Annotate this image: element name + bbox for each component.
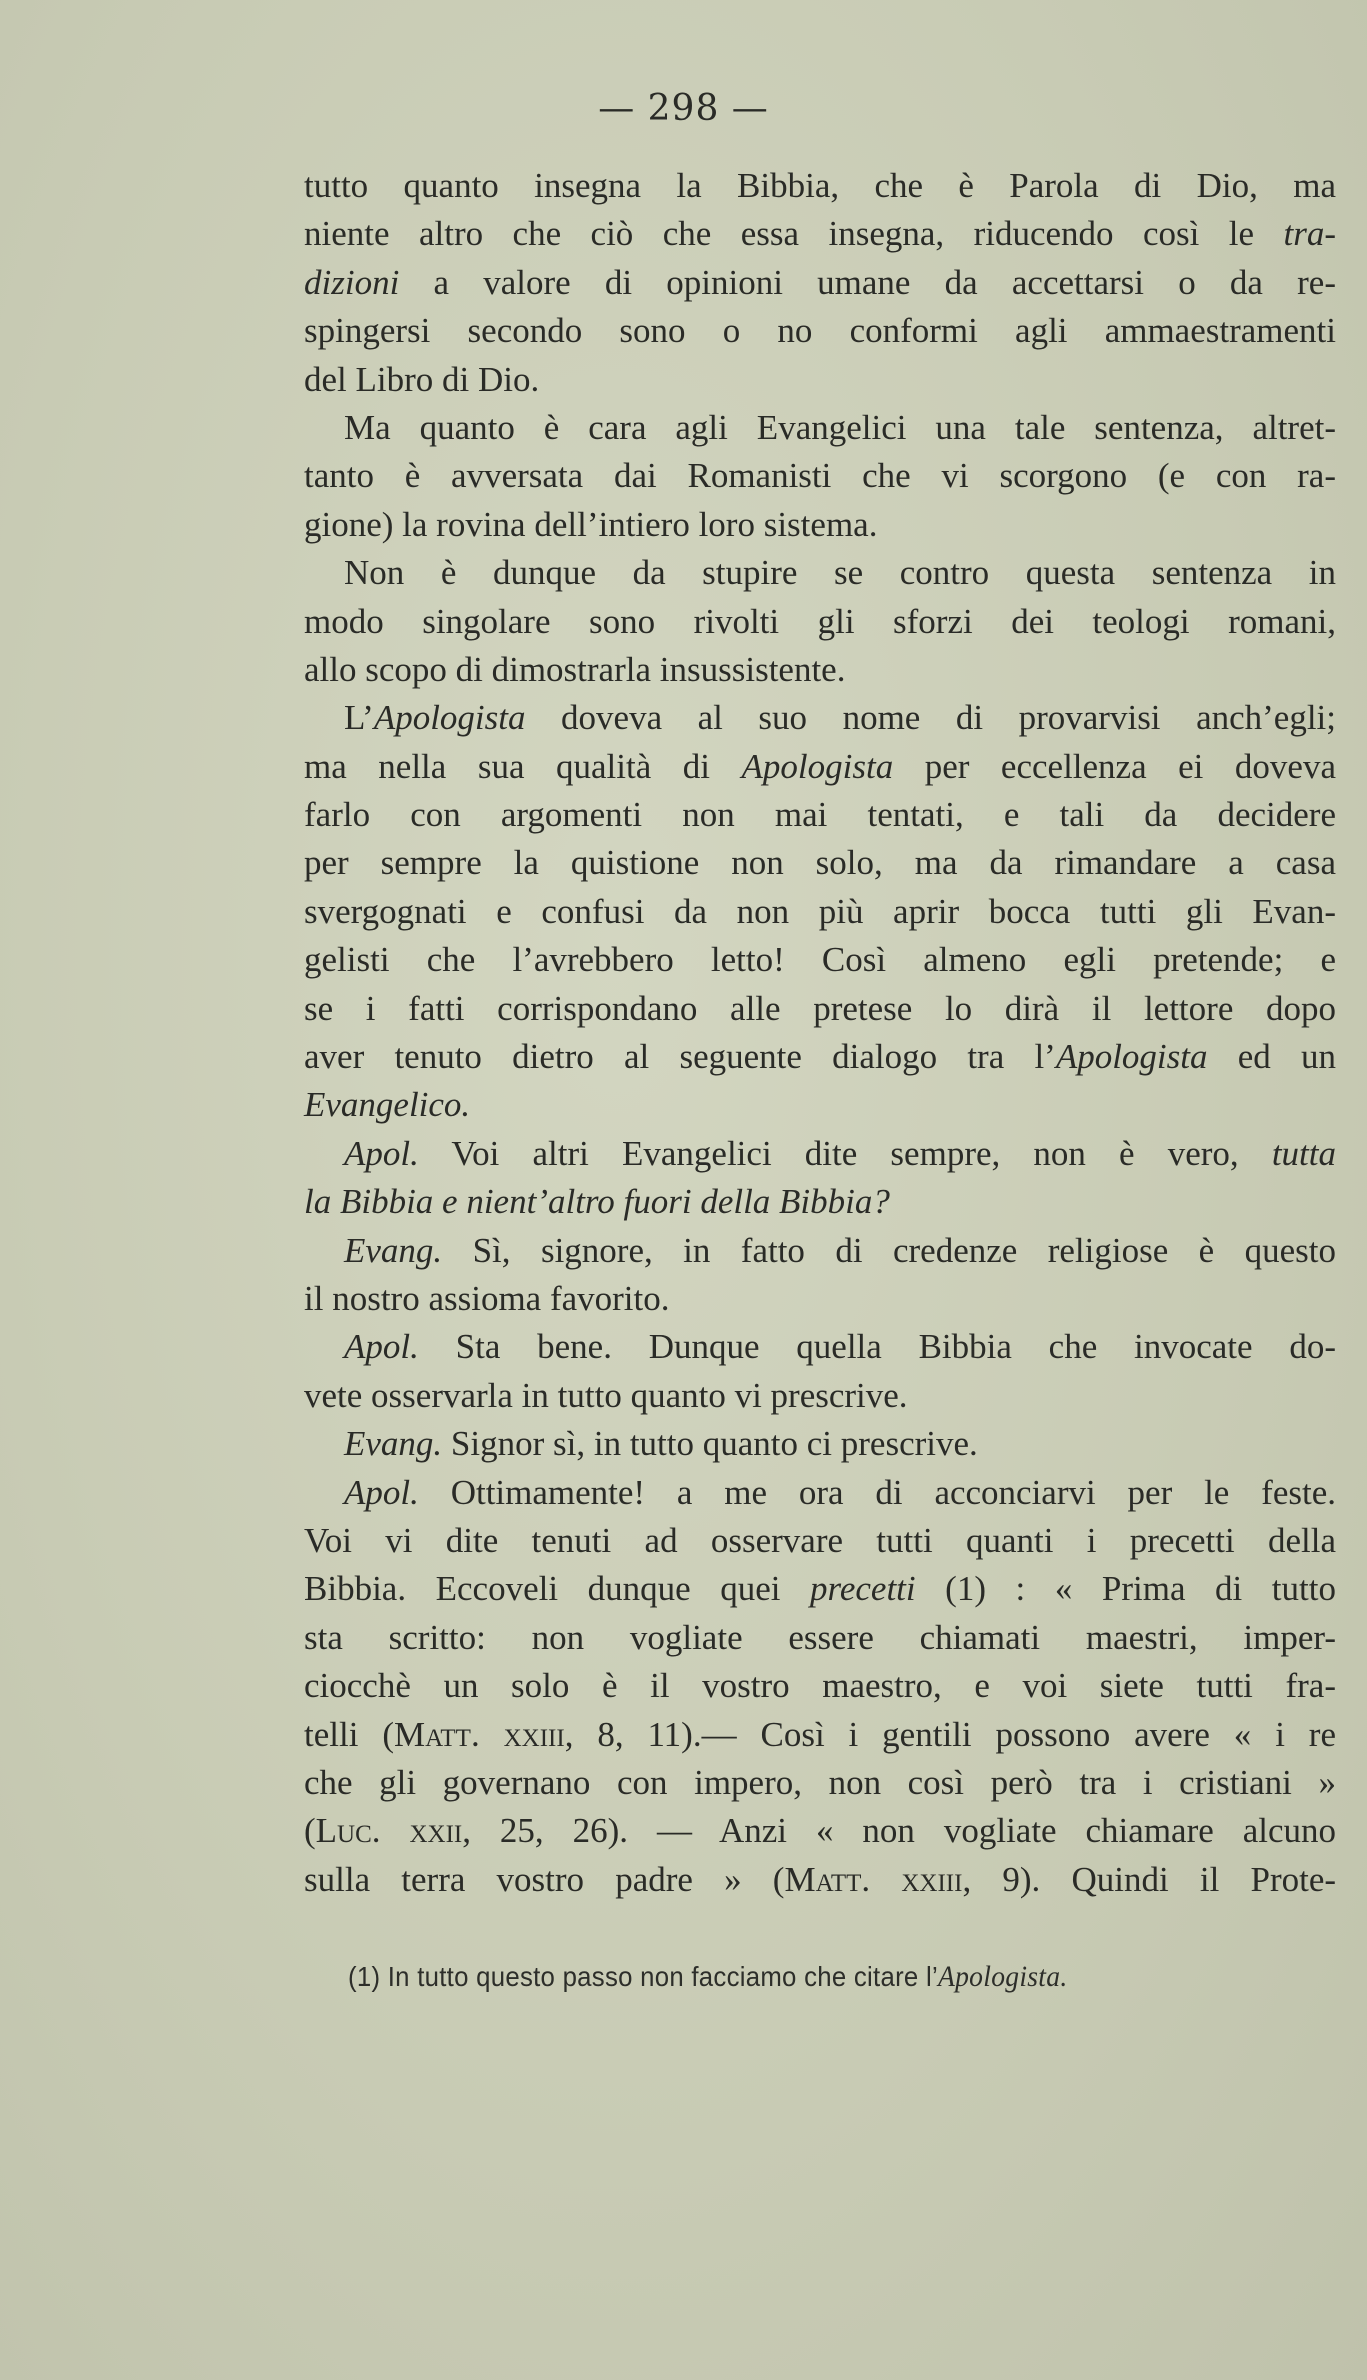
text-run: Voi altri Evangelici dite sempre, non è vero,: [418, 1133, 1272, 1173]
text-run: .: [861, 1859, 902, 1899]
text-run: ed un: [1207, 1037, 1336, 1077]
footnote: [348, 1960, 1268, 1994]
small-caps-text: Matt: [393, 1714, 471, 1754]
text-run: , 9). Quindi il Prote-: [962, 1859, 1337, 1899]
text-run: doveva al suo nome di provarvisi anch’egli;: [525, 698, 1336, 738]
text-run: , 8, 11).— Così i gentili possono avere « i re: [564, 1714, 1336, 1754]
text-run: per sempre la quistione non solo, ma da rimandare a casa: [304, 843, 1336, 883]
text-line: [304, 888, 1336, 936]
text-run: Sì, signore, in fatto di credenze religiose è questo: [442, 1230, 1336, 1270]
text-line: [304, 1711, 1336, 1759]
text-run: farlo con argomenti non mai tentati, e tali da decidere: [304, 795, 1336, 835]
italic-text: Apol.: [344, 1472, 419, 1512]
text-run: (1) In tutto questo passo non facciamo che citare l’: [348, 1961, 938, 1992]
text-run: sulla terra vostro padre » (: [304, 1859, 785, 1899]
text-run: a valore di opinioni umane da accettarsi o da re-: [399, 262, 1336, 302]
text-run: Signor sì, in tutto quanto ci prescrive.: [442, 1424, 978, 1464]
text-run: il nostro assioma favorito.: [304, 1278, 670, 1318]
text-run: ma nella sua qualità di: [304, 746, 742, 786]
text-run: vete osservarla in tutto quanto vi prescrive.: [304, 1375, 908, 1415]
text-line: [304, 1323, 1336, 1371]
small-caps-text: xxiii: [901, 1859, 963, 1899]
text-line: [304, 1856, 1336, 1904]
text-run: Ottimamente! a me ora di acconciarvi per le feste.: [418, 1472, 1336, 1512]
text-line: [304, 1178, 1336, 1226]
text-line: [304, 839, 1336, 887]
text-line: [304, 1372, 1336, 1420]
text-run: se i fatti corrispondano alle pretese lo dirà il lettore dopo: [304, 988, 1336, 1028]
text-line: [304, 1081, 1336, 1129]
italic-text: tutta: [1271, 1133, 1336, 1173]
italic-text: Evang.: [344, 1230, 443, 1270]
text-run: .: [371, 1811, 410, 1851]
text-run: Non è dunque da stupire se contro questa sentenza in: [344, 553, 1336, 593]
text-run: Sta bene. Dunque quella Bibbia che invocate do-: [418, 1327, 1336, 1367]
text-line: [304, 1275, 1336, 1323]
text-line: [304, 694, 1336, 742]
italic-text: Apol.: [344, 1327, 419, 1367]
italic-text: la Bibbia e nient’altro fuori della Bibbia?: [304, 1182, 890, 1222]
text-run: Voi vi dite tenuti ad osservare tutti quanti i precetti della: [304, 1520, 1336, 1560]
italic-text: Apologista: [741, 746, 894, 786]
text-run: aver tenuto dietro al seguente dialogo tra l’: [304, 1037, 1056, 1077]
text-line: [304, 646, 1336, 694]
text-line: [304, 549, 1336, 597]
text-run: spingersi secondo sono o no conformi agli ammaestramenti: [304, 311, 1336, 351]
italic-text: precetti: [810, 1569, 916, 1609]
text-line: [304, 404, 1336, 452]
text-run: (: [304, 1811, 316, 1851]
text-line: [304, 1662, 1336, 1710]
text-run: gelisti che l’avrebbero letto! Così almeno egli pretende; e: [304, 940, 1336, 980]
text-run: telli (: [304, 1714, 394, 1754]
italic-text: Apologista: [1055, 1037, 1208, 1077]
text-run: che gli governano con impero, non così però tra i cristiani »: [304, 1762, 1336, 1802]
text-run: , 25, 26). — Anzi « non vogliate chiamare alcuno: [462, 1811, 1337, 1851]
text-run: .: [470, 1714, 504, 1754]
text-run: Ma quanto è cara agli Evangelici una tale sentenza, altret-: [344, 407, 1336, 447]
page-number-header: — 298 —: [598, 88, 769, 129]
text-line: [304, 501, 1336, 549]
text-run: tutto quanto insegna la Bibbia, che è Parola di Dio, ma: [304, 166, 1336, 205]
text-line: [304, 1759, 1336, 1807]
text-line: [304, 1614, 1336, 1662]
text-line: [304, 1130, 1336, 1178]
text-run: niente altro che ciò che essa insegna, riducendo così le: [304, 214, 1284, 254]
body-text: [304, 162, 1336, 1904]
text-line: [304, 1033, 1336, 1081]
text-line: [304, 743, 1336, 791]
small-caps-text: xxii: [409, 1811, 463, 1851]
text-run: svergognati e confusi da non più aprir bocca tutti gli Evan-: [304, 891, 1336, 931]
text-line: [304, 259, 1336, 307]
italic-text: tra-: [1283, 214, 1336, 254]
small-caps-text: Matt: [784, 1859, 862, 1899]
text-run: per eccellenza ei doveva: [893, 746, 1336, 786]
text-run: del Libro di Dio.: [304, 359, 540, 399]
text-run: allo scopo di dimostrarla insussistente.: [304, 649, 846, 689]
text-line: [304, 1420, 1336, 1468]
text-line: [304, 1469, 1336, 1517]
text-run: Bibbia. Eccoveli dunque quei: [304, 1569, 811, 1609]
text-run: tanto è avversata dai Romanisti che vi scorgono (e con ra-: [304, 456, 1336, 496]
text-line: [304, 452, 1336, 500]
italic-text: Evang.: [344, 1424, 443, 1464]
italic-text: dizioni: [304, 262, 400, 302]
text-line: [304, 1517, 1336, 1565]
italic-text: Apologista: [373, 698, 526, 738]
text-line: [304, 210, 1336, 258]
text-line: [304, 1227, 1336, 1275]
text-line: [304, 307, 1336, 355]
text-line: [304, 162, 1336, 210]
text-line: [304, 356, 1336, 404]
text-line: [304, 985, 1336, 1033]
text-line: [304, 598, 1336, 646]
text-run: L’: [344, 698, 374, 738]
text-run: gione) la rovina dell’intiero loro sistema.: [304, 504, 878, 544]
text-run: ciocchè un solo è il vostro maestro, e voi siete tutti fra-: [304, 1666, 1336, 1706]
small-caps-text: Luc: [315, 1811, 372, 1851]
text-run: (1) : « Prima di tutto: [915, 1569, 1336, 1609]
text-line: [304, 1565, 1336, 1613]
small-caps-text: xxiii: [503, 1714, 565, 1754]
text-line: [304, 1807, 1336, 1855]
italic-text: Apol.: [344, 1133, 419, 1173]
text-run: modo singolare sono rivolti gli sforzi dei teologi romani,: [304, 601, 1336, 641]
italic-text: Apologista.: [937, 1960, 1068, 1993]
text-run: sta scritto: non vogliate essere chiamati maestri, imper-: [304, 1617, 1336, 1657]
text-line: [304, 936, 1336, 984]
italic-text: Evangelico.: [304, 1085, 471, 1125]
text-line: [304, 791, 1336, 839]
